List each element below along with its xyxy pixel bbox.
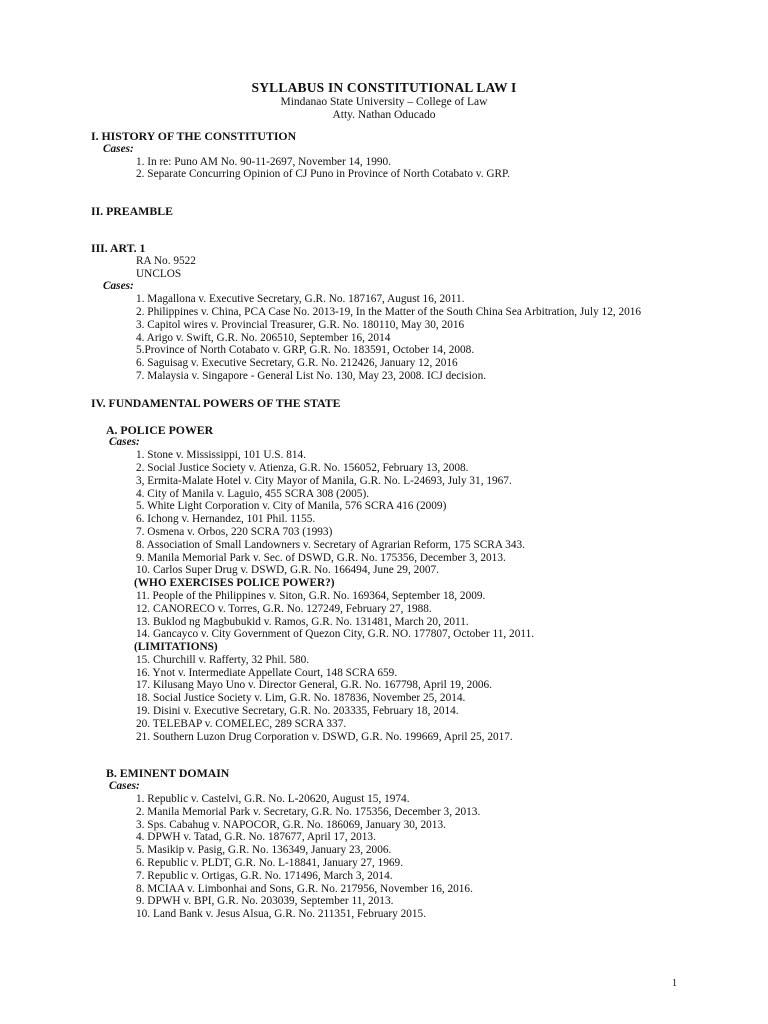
cases-label: Cases: xyxy=(103,280,134,293)
list-item: 2. Manila Memorial Park v. Secretary, G.R. No. 175356, December 3, 2013. xyxy=(136,805,481,818)
list-item: 2. Separate Concurring Opinion of CJ Puno in Province of North Cotabato v. GRP. xyxy=(136,168,510,181)
list-item: 5. Masikip v. Pasig, G.R. No. 136349, January 23, 2006. xyxy=(136,844,392,857)
history-case-list xyxy=(91,156,691,182)
list-item: 19. Disini v. Executive Secretary, G.R. No. 203335, February 18, 2014. xyxy=(136,705,459,718)
police-power-heading: A. POLICE POWER xyxy=(106,422,214,437)
list-item: 5. White Light Corporation v. City of Manila, 576 SCRA 416 (2009) xyxy=(136,500,447,513)
list-item: 11. People of the Philippines v. Siton, G.R. No. 169364, September 18, 2009. xyxy=(136,589,486,602)
document-title: SYLLABUS IN CONSTITUTIONAL LAW I xyxy=(251,80,517,95)
institution-name: Mindanao State University – College of Law xyxy=(280,96,488,108)
list-item: 2. Philippines v. China, PCA Case No. 2013-19, In the Matter of the South China Sea Arbitration, July 12, 2016 xyxy=(136,305,642,318)
list-item: 17. Kilusang Mayo Uno v. Director General, G.R. No. 167798, April 19, 2006. xyxy=(136,679,493,692)
section-art1-heading: III. ART. 1 xyxy=(91,240,146,255)
list-item: 3. Sps. Cabahug v. NAPOCOR, G.R. No. 186069, January 30, 2013. xyxy=(136,818,446,831)
note-item: RA No. 9522 xyxy=(136,254,196,267)
section-powers-heading: IV. FUNDAMENTAL POWERS OF THE STATE xyxy=(91,395,341,410)
list-item: 13. Buklod ng Magbubukid v. Ramos, G.R. No. 131481, March 20, 2011. xyxy=(136,615,469,628)
list-item: 2. Social Justice Society v. Atienza, G.R. No. 156052, February 13, 2008. xyxy=(136,461,469,474)
list-item: 16. Ynot v. Intermediate Appellate Court, 148 SCRA 659. xyxy=(136,666,398,679)
list-item: 7. Malaysia v. Singapore - General List No. 130, May 23, 2008. ICJ decision. xyxy=(136,369,487,382)
police-power-case-list-limits xyxy=(91,654,691,744)
cases-label: Cases: xyxy=(109,436,140,449)
list-item: 6. Ichong v. Hernandez, 101 Phil. 1155. xyxy=(136,513,316,526)
list-item: 8. Association of Small Landowners v. Secretary of Agrarian Reform, 175 SCRA 343. xyxy=(136,538,525,551)
list-item: 7. Osmena v. Orbos, 220 SCRA 703 (1993) xyxy=(136,525,333,538)
list-item: 10. Carlos Super Drug v. DSWD, G.R. No. 166494, June 29, 2007. xyxy=(136,564,440,577)
list-item: 21. Southern Luzon Drug Corporation v. DSWD, G.R. No. 199669, April 25, 2017. xyxy=(136,730,513,743)
police-power-case-list-who xyxy=(91,590,691,641)
list-item: 15. Churchill v. Rafferty, 32 Phil. 580. xyxy=(136,653,310,666)
syllabus-content xyxy=(91,130,691,921)
section-history-heading: I. HISTORY OF THE CONSTITUTION xyxy=(91,129,297,143)
list-item: 6. Saguisag v. Executive Secretary, G.R. No. 212426, January 12, 2016 xyxy=(136,357,458,370)
cases-label: Cases: xyxy=(103,142,134,155)
police-power-case-list xyxy=(91,449,691,577)
section-preamble-heading: II. PREAMBLE xyxy=(91,204,173,219)
list-item: 20. TELEBAP v. COMELEC, 289 SCRA 337. xyxy=(136,717,347,730)
list-item: 1. Stone v. Mississippi, 101 U.S. 814. xyxy=(136,449,306,462)
list-item: 7. Republic v. Ortigas, G.R. No. 171496, March 3, 2014. xyxy=(136,869,393,882)
art1-case-list xyxy=(91,293,691,383)
list-item: 1. Magallona v. Executive Secretary, G.R. No. 187167, August 16, 2011. xyxy=(136,293,465,306)
list-item: 10. Land Bank v. Jesus Alsua, G.R. No. 211351, February 2015. xyxy=(136,908,427,921)
document-header xyxy=(0,80,768,122)
who-exercises-subheading: (WHO EXERCISES POLICE POWER?) xyxy=(134,577,335,590)
cases-label: Cases: xyxy=(109,780,140,793)
author-name: Atty. Nathan Oducado xyxy=(332,109,436,121)
list-item: 1. In re: Puno AM No. 90-11-2697, November 14, 1990. xyxy=(136,155,391,168)
list-item: 4. DPWH v. Tatad, G.R. No. 187677, April 17, 2013. xyxy=(136,831,376,844)
list-item: 4. City of Manila v. Laguio, 455 SCRA 308 (2005). xyxy=(136,487,370,500)
list-item: 5.Province of North Cotabato v. GRP, G.R. No. 183591, October 14, 2008. xyxy=(136,344,475,357)
eminent-domain-heading: B. EMINENT DOMAIN xyxy=(106,766,230,781)
list-item: 9. DPWH v. BPI, G.R. No. 203039, September 11, 2013. xyxy=(136,895,394,908)
limitations-subheading: (LIMITATIONS) xyxy=(134,641,218,654)
list-item: 18. Social Justice Society v. Lim, G.R. No. 187836, November 25, 2014. xyxy=(136,692,466,705)
list-item: 4. Arigo v. Swift, G.R. No. 206510, September 16, 2014 xyxy=(136,331,391,344)
list-item: 3, Ermita-Malate Hotel v. City Mayor of Manila, G.R. No. L-24693, July 31, 1967. xyxy=(136,474,512,487)
note-item: UNCLOS xyxy=(136,267,182,280)
list-item: 14. Gancayco v. City Government of Quezon City, G.R. NO. 177807, October 11, 2011. xyxy=(136,628,535,641)
list-item: 1. Republic v. Castelvi, G.R. No. L-20620, August 15, 1974. xyxy=(136,793,410,806)
list-item: 8. MCIAA v. Limbonhai and Sons, G.R. No. 217956, November 16, 2016. xyxy=(136,882,473,895)
eminent-domain-case-list xyxy=(91,793,691,921)
list-item: 12. CANORECO v. Torres, G.R. No. 127249, February 27, 1988. xyxy=(136,602,432,615)
list-item: 3. Capitol wires v. Provincial Treasurer, G.R. No. 180110, May 30, 2016 xyxy=(136,318,465,331)
page-number: 1 xyxy=(672,978,677,989)
list-item: 9. Manila Memorial Park v. Sec. of DSWD, G.R. No. 175356, December 3, 2013. xyxy=(136,551,506,564)
list-item: 6. Republic v. PLDT, G.R. No. L-18841, January 27, 1969. xyxy=(136,857,404,870)
